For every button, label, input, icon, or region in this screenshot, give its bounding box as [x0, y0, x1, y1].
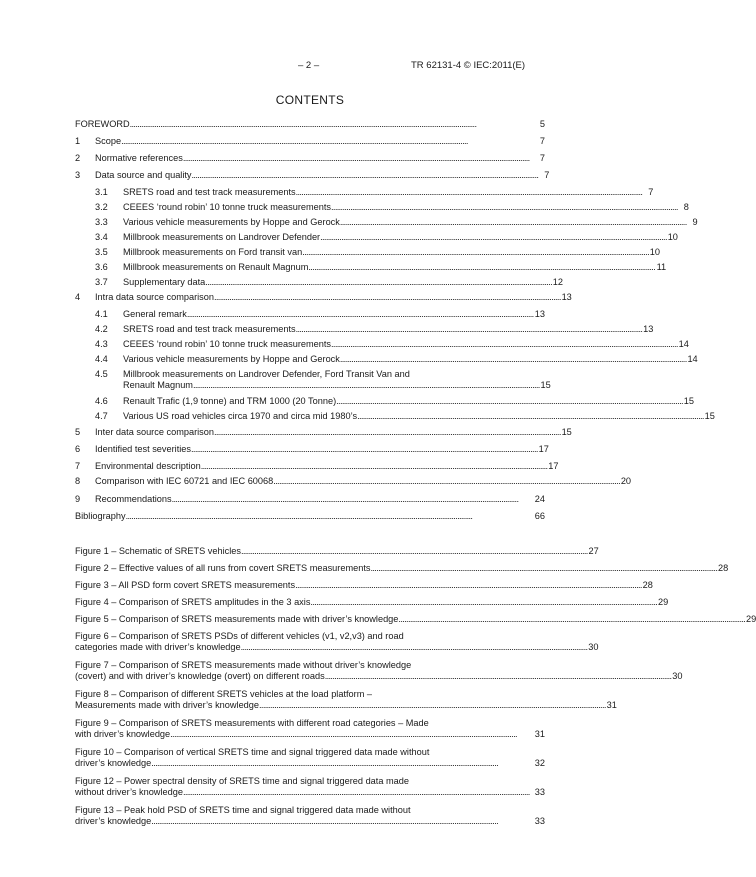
toc-entry-number: 3.1 — [95, 187, 108, 197]
leader-dots — [331, 339, 677, 350]
toc-entry[interactable] — [75, 396, 694, 407]
figure-entry-title: Figure 12 – Power spectral density of SRETS time and signal triggered data made — [75, 776, 409, 786]
toc-entry-title: Various vehicle measurements by Hoppe and Gerock — [123, 354, 340, 364]
toc-entry-title: General remark — [123, 309, 187, 319]
figure-entry[interactable] — [75, 805, 545, 827]
toc-entry-page: 20 — [620, 476, 632, 486]
toc-entry-number: 7 — [75, 461, 81, 471]
figure-entry[interactable] — [75, 660, 683, 682]
toc-entry-title: Intra data source comparison — [95, 292, 214, 302]
toc-entry-title: Comparison with IEC 60721 and IEC 60068 — [95, 476, 274, 486]
toc-entry-title: FOREWORD — [75, 119, 130, 129]
leader-dots — [191, 444, 537, 455]
figure-entry[interactable] — [75, 580, 653, 591]
toc-entry[interactable] — [75, 262, 667, 273]
toc-entry-page: 17 — [548, 461, 559, 471]
toc-entry-page: 10 — [667, 232, 678, 242]
toc-entry-title: Normative references — [95, 153, 183, 163]
toc-entry-number: 3.4 — [95, 232, 108, 242]
toc-entry[interactable] — [75, 324, 654, 335]
figure-entry-title: Figure 6 – Comparison of SRETS PSDs of different vehicles (v1, v2,v3) and road — [75, 631, 404, 641]
toc-entry-page: 5 — [539, 119, 545, 129]
page-number: – 2 – — [298, 60, 320, 71]
figure-entry-title: Figure 10 – Comparison of vertical SRETS time and signal triggered data made without — [75, 747, 430, 757]
figure-entry-title-continued: categories made with driver’s knowledge — [75, 642, 241, 652]
toc-entry-title: SRETS road and test track measurements — [123, 324, 296, 334]
toc-entry-number: 2 — [75, 153, 81, 163]
leader-dots — [214, 292, 560, 303]
toc-entry-title: Millbrook measurements on Renault Magnum — [123, 262, 309, 272]
figure-entry-page: 32 — [534, 758, 545, 768]
figure-entry-title: Figure 9 – Comparison of SRETS measurements with different road categories – Made — [75, 718, 429, 728]
toc-entry[interactable] — [75, 202, 689, 213]
toc-entry-title: Identified test severities — [95, 444, 192, 454]
leader-dots — [331, 202, 677, 213]
toc-entry-page: 12 — [552, 277, 564, 287]
leader-dots — [187, 309, 533, 320]
toc-entry-number: 3.2 — [95, 202, 108, 212]
figure-entry-title: Figure 3 – All PSD form covert SRETS measurements — [75, 580, 296, 590]
toc-entry-title: CEEES ‘round robin’ 10 tonne truck measurements — [123, 202, 332, 212]
toc-entry-page: 15 — [561, 427, 572, 437]
toc-entry-number: 3.7 — [95, 277, 108, 287]
toc-entry-number: 8 — [75, 476, 81, 486]
leader-dots — [126, 511, 533, 522]
leader-dots — [241, 642, 587, 653]
toc-entry[interactable] — [75, 170, 550, 181]
toc-entry-number: 4.1 — [95, 309, 108, 319]
leader-dots — [296, 187, 642, 198]
toc-entry-page: 14 — [678, 339, 689, 349]
leader-dots — [310, 597, 656, 608]
figure-entry[interactable] — [75, 614, 756, 625]
figure-entry-title-continued: driver’s knowledge — [75, 758, 152, 768]
figure-entry-title: Figure 4 – Comparison of SRETS amplitudes in the 3 axis — [75, 597, 311, 607]
figure-entry-title-continued: Measurements made with driver’s knowledge — [75, 700, 260, 710]
toc-entry-title-continued: Renault Magnum — [123, 380, 193, 390]
toc-entry-page: 13 — [561, 292, 572, 302]
toc-entry-number: 3.6 — [95, 262, 108, 272]
toc-entry-title: Various US road vehicles circa 1970 and circa mid 1980’s — [123, 411, 358, 421]
leader-dots — [370, 563, 716, 574]
toc-entry-page: 24 — [534, 494, 545, 504]
figure-entry-page: 31 — [606, 700, 617, 710]
leader-dots — [357, 411, 703, 422]
leader-dots — [192, 170, 538, 181]
toc-entry-page: 13 — [643, 324, 654, 334]
leader-dots — [151, 758, 533, 769]
leader-dots — [296, 324, 642, 335]
figure-entry-title-continued: with driver’s knowledge — [75, 729, 171, 739]
figure-entry[interactable] — [75, 718, 545, 740]
leader-dots — [320, 232, 666, 243]
toc-entry-title: Recommendations — [95, 494, 172, 504]
toc-entry-number: 4.3 — [95, 339, 108, 349]
figure-entry-page: 30 — [672, 671, 683, 681]
toc-entry-number: 1 — [75, 136, 81, 146]
figure-entry-title: Figure 7 – Comparison of SRETS measurements made without driver’s knowledge — [75, 660, 412, 670]
figure-entry-page: 28 — [642, 580, 653, 590]
toc-entry-title: Bibliography — [75, 511, 126, 521]
figure-entry-page: 27 — [588, 546, 599, 556]
toc-entry-number: 9 — [75, 494, 81, 504]
leader-dots — [308, 262, 654, 273]
figure-entry-title: Figure 5 – Comparison of SRETS measurements made with driver’s knowledge — [75, 614, 399, 624]
toc-entry[interactable] — [75, 461, 559, 472]
toc-entry[interactable] — [75, 187, 654, 198]
page-title: CONTENTS — [275, 93, 345, 107]
toc-entry[interactable] — [75, 247, 661, 258]
toc-entry-page: 7 — [648, 187, 654, 197]
toc-entry-title: Various vehicle measurements by Hoppe and Gerock — [123, 217, 340, 227]
toc-entry[interactable] — [75, 411, 715, 422]
figure-entry[interactable] — [75, 563, 729, 574]
leader-dots — [340, 354, 686, 365]
toc-entry-page: 10 — [649, 247, 661, 257]
toc-entry-number: 3.3 — [95, 217, 108, 227]
leader-dots — [302, 247, 648, 258]
toc-entry[interactable] — [75, 119, 545, 130]
leader-dots — [170, 729, 533, 740]
figure-entry-page: 31 — [534, 729, 545, 739]
toc-entry-page: 8 — [683, 202, 689, 212]
figure-entry-title: Figure 2 – Effective values of all runs from covert SRETS measurements — [75, 563, 371, 573]
toc-entry[interactable] — [75, 444, 549, 455]
leader-dots — [130, 119, 533, 130]
toc-entry-number: 4 — [75, 292, 81, 302]
toc-entry[interactable] — [75, 309, 545, 320]
leader-dots — [193, 380, 539, 391]
figure-entry-page: 28 — [718, 563, 729, 573]
toc-entry-page: 7 — [539, 136, 545, 146]
figure-entry-page: 33 — [534, 787, 545, 797]
toc-entry-number: 3 — [75, 170, 81, 180]
toc-entry[interactable] — [75, 292, 572, 303]
toc-entry-page: 9 — [692, 217, 698, 227]
toc-entry-page: 15 — [683, 396, 694, 406]
toc-entry-title: CEEES ‘round robin’ 10 tonne truck measurements — [123, 339, 332, 349]
figure-entry-title-continued: (covert) and with driver’s knowledge (overt) on different roads — [75, 671, 325, 681]
toc-entry-title: SRETS road and test track measurements — [123, 187, 296, 197]
toc-entry-title: Scope — [95, 136, 122, 146]
leader-dots — [151, 816, 533, 827]
leader-dots — [273, 476, 619, 487]
figure-entry[interactable] — [75, 631, 599, 653]
toc-entry-title: Supplementary data — [123, 277, 206, 287]
leader-dots — [121, 136, 533, 147]
toc-entry[interactable] — [75, 427, 572, 438]
leader-dots — [183, 787, 533, 798]
leader-dots — [259, 700, 605, 711]
toc-entry-number: 4.6 — [95, 396, 108, 406]
figure-entry[interactable] — [75, 689, 617, 711]
toc-entry-number: 6 — [75, 444, 81, 454]
toc-entry-page: 13 — [534, 309, 545, 319]
toc-entry-number: 4.2 — [95, 324, 108, 334]
toc-entry[interactable] — [75, 476, 632, 487]
figure-entry-page: 29 — [745, 614, 756, 624]
figure-entry-page: 30 — [588, 642, 599, 652]
figure-entry[interactable] — [75, 747, 545, 769]
figure-entry-page: 33 — [534, 816, 545, 826]
figure-entry-title: Figure 1 – Schematic of SRETS vehicles — [75, 546, 241, 556]
leader-dots — [201, 461, 547, 472]
toc-entry-number: 5 — [75, 427, 81, 437]
figure-entry-title: Figure 8 – Comparison of different SRETS vehicles at the load platform – — [75, 689, 373, 699]
leader-dots — [172, 494, 533, 505]
toc-entry-page: 14 — [687, 354, 698, 364]
toc-entry-page: 66 — [534, 511, 545, 521]
toc-entry[interactable] — [75, 277, 564, 288]
leader-dots — [205, 277, 551, 288]
toc-entry-title: Inter data source comparison — [95, 427, 214, 437]
leader-dots — [295, 580, 641, 591]
toc-entry-number: 4.5 — [95, 369, 108, 379]
toc-entry[interactable] — [75, 511, 545, 522]
toc-entry-page: 15 — [704, 411, 715, 421]
figure-entry-page: 29 — [657, 597, 669, 607]
toc-entry[interactable] — [75, 232, 678, 243]
leader-dots — [183, 153, 533, 164]
document-reference: TR 62131-4 © IEC:2011(E) — [411, 60, 526, 71]
toc-entry-number: 3.5 — [95, 247, 108, 257]
toc-entry-number: 4.4 — [95, 354, 108, 364]
toc-entry[interactable] — [75, 136, 545, 147]
toc-entry-page: 15 — [540, 380, 551, 390]
leader-dots — [325, 671, 671, 682]
figure-entry[interactable] — [75, 546, 599, 557]
figure-entry-title: Figure 13 – Peak hold PSD of SRETS time and signal triggered data made without — [75, 805, 411, 815]
toc-entry[interactable] — [75, 369, 551, 391]
toc-entry[interactable] — [75, 153, 545, 164]
figure-entry-title-continued: without driver’s knowledge — [75, 787, 183, 797]
toc-entry-page: 7 — [539, 153, 545, 163]
leader-dots — [241, 546, 587, 557]
toc-entry-title: Data source and quality — [95, 170, 192, 180]
toc-entry-title: Millbrook measurements on Ford transit van — [123, 247, 303, 257]
figure-entry[interactable] — [75, 597, 669, 608]
leader-dots — [398, 614, 744, 625]
leader-dots — [336, 396, 682, 407]
toc-entry[interactable] — [75, 217, 698, 228]
toc-entry[interactable] — [75, 354, 698, 365]
toc-entry-number: 4.7 — [95, 411, 108, 421]
toc-entry-page: 7 — [544, 170, 550, 180]
toc-entry[interactable] — [75, 339, 689, 350]
toc-entry-title: Millbrook measurements on Landrover Defender — [123, 232, 321, 242]
toc-entry-title: Millbrook measurements on Landrover Defender, Ford Transit Van and — [123, 369, 410, 379]
toc-entry-title: Environmental description — [95, 461, 201, 471]
leader-dots — [340, 217, 686, 228]
leader-dots — [214, 427, 560, 438]
toc-entry-page: 17 — [538, 444, 549, 454]
figure-entry[interactable] — [75, 776, 545, 798]
toc-entry[interactable] — [75, 494, 545, 505]
toc-entry-title: Renault Trafic (1,9 tonne) and TRM 1000 (20 Tonne) — [123, 396, 337, 406]
figure-entry-title-continued: driver’s knowledge — [75, 816, 152, 826]
toc-entry-page: 11 — [656, 262, 667, 272]
